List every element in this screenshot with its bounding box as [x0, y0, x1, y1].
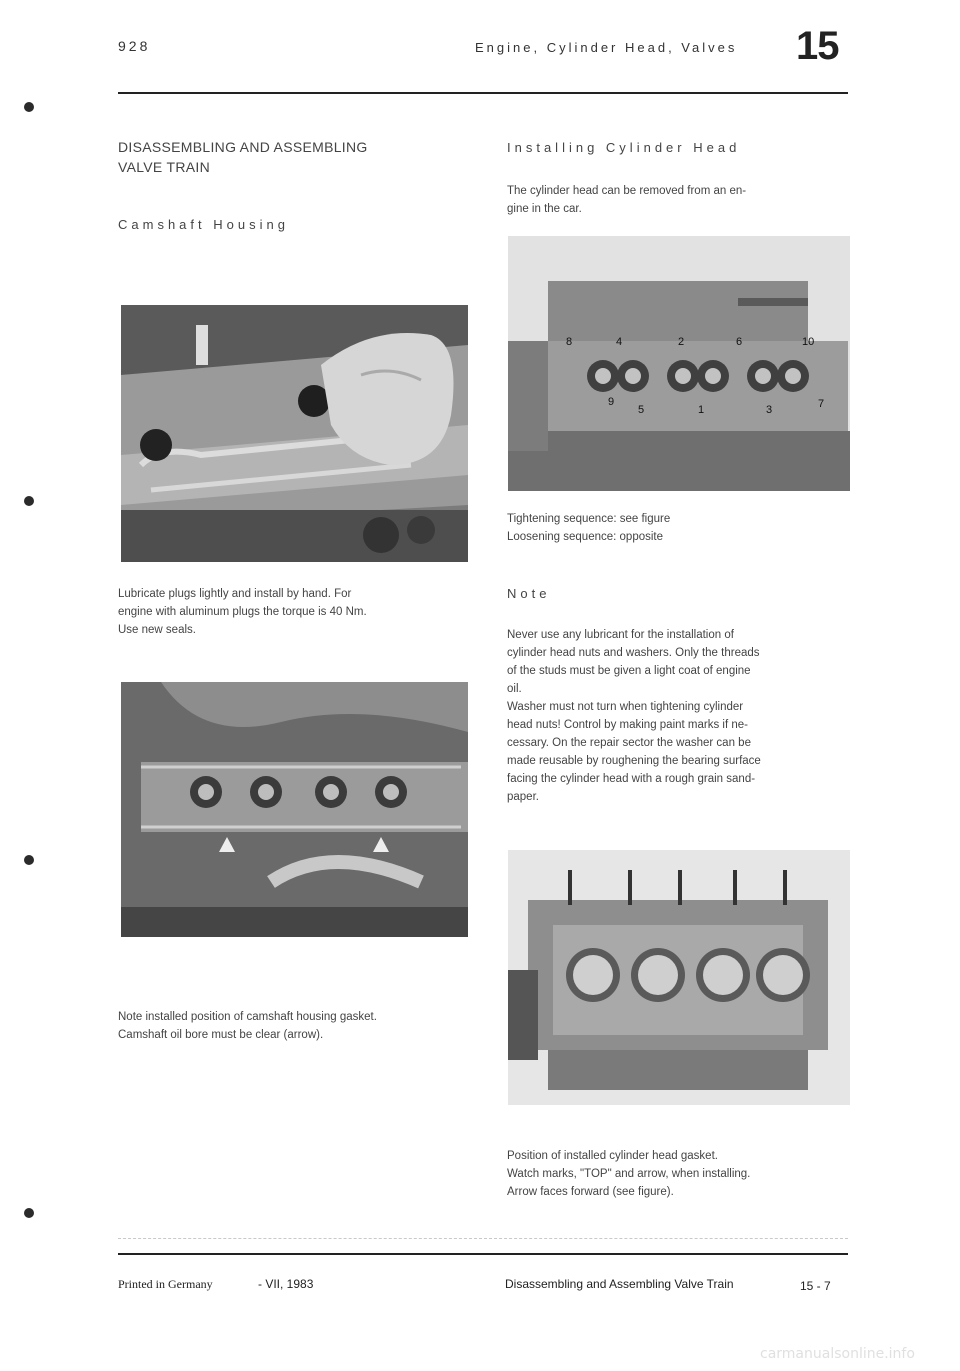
heading-installing-cylinder-head: Installing Cylinder Head	[507, 140, 741, 155]
caption-line: Position of installed cylinder head gasket.	[507, 1150, 718, 1162]
note-line: facing the cylinder head with a rough grain sand-	[507, 773, 756, 785]
figure-number: 3	[766, 404, 773, 416]
page-number: 15 - 7	[800, 1279, 831, 1293]
printed-in: Printed in Germany	[118, 1277, 213, 1291]
punch-hole	[24, 102, 34, 112]
caption-plugs	[118, 585, 463, 639]
sequence-line: Tightening sequence: see figure	[507, 513, 671, 525]
punch-hole	[24, 496, 34, 506]
caption-line: Arrow faces forward (see figure).	[507, 1186, 674, 1198]
chapter-number: 15	[796, 24, 839, 68]
section-heading-line2: VALVE TRAIN	[118, 159, 210, 175]
intro-line: The cylinder head can be removed from an en-	[507, 185, 747, 197]
figure-number: 1	[698, 404, 705, 416]
caption-line: Lubricate plugs lightly and install by hand. For	[118, 588, 352, 600]
note-line: oil.	[507, 683, 522, 695]
sequence-text	[507, 510, 847, 546]
note-line: of the studs must be given a light coat of engine	[507, 665, 751, 677]
watermark: carmanualsonline.info	[760, 1346, 915, 1362]
figure-number: 5	[638, 404, 645, 416]
note-line: made reusable by roughening the bearing surface	[507, 755, 761, 767]
caption-gasket	[118, 1008, 468, 1044]
figure-number: 4	[616, 336, 623, 348]
figure-number: 7	[818, 398, 825, 410]
intro-text	[507, 182, 847, 218]
footer-section-title: Disassembling and Assembling Valve Train	[505, 1277, 734, 1291]
note-line: Never use any lubricant for the installation of	[507, 629, 734, 641]
photo-camshaft-housing-plugs	[121, 305, 468, 562]
photo-camshaft-housing-gasket	[121, 682, 468, 937]
page-header-title: Engine, Cylinder Head, Valves	[475, 40, 738, 55]
punch-hole	[24, 855, 34, 865]
note-line: Washer must not turn when tightening cylinder	[507, 701, 744, 713]
photo-tightening-sequence	[508, 236, 850, 491]
figure-number: 6	[736, 336, 743, 348]
figure-number: 10	[802, 336, 815, 348]
caption-line: Watch marks, "TOP" and arrow, when installing.	[507, 1168, 751, 1180]
figure-number: 2	[678, 336, 685, 348]
model-number: 928	[118, 38, 151, 54]
note-line: cylinder head nuts and washers. Only the threads	[507, 647, 760, 659]
note-line: head nuts! Control by making paint marks if ne-	[507, 719, 748, 731]
section-heading-line1: DISASSEMBLING AND ASSEMBLING	[118, 139, 368, 155]
intro-line: gine in the car.	[507, 203, 582, 215]
note-heading: Note	[507, 586, 551, 601]
caption-line: Use new seals.	[118, 624, 196, 636]
caption-head-gasket	[507, 1147, 852, 1201]
note-body	[507, 626, 852, 806]
print-date: - VII, 1983	[258, 1277, 314, 1291]
caption-line: Note installed position of camshaft housing gasket.	[118, 1011, 377, 1023]
figure-number: 9	[608, 396, 615, 408]
caption-line: engine with aluminum plugs the torque is 40 Nm.	[118, 606, 367, 618]
footer-dotted-line	[118, 1238, 848, 1239]
note-line: cessary. On the repair sector the washer can be	[507, 737, 751, 749]
header-rule	[118, 92, 848, 94]
caption-line: Camshaft oil bore must be clear (arrow).	[118, 1029, 324, 1041]
sequence-line: Loosening sequence: opposite	[507, 531, 664, 543]
photo-cylinder-head-gasket	[508, 850, 850, 1105]
subheading-camshaft-housing: Camshaft Housing	[118, 217, 289, 232]
note-line: paper.	[507, 791, 539, 803]
footer-rule	[118, 1253, 848, 1255]
punch-hole	[24, 1208, 34, 1218]
figure-number: 8	[566, 336, 573, 348]
